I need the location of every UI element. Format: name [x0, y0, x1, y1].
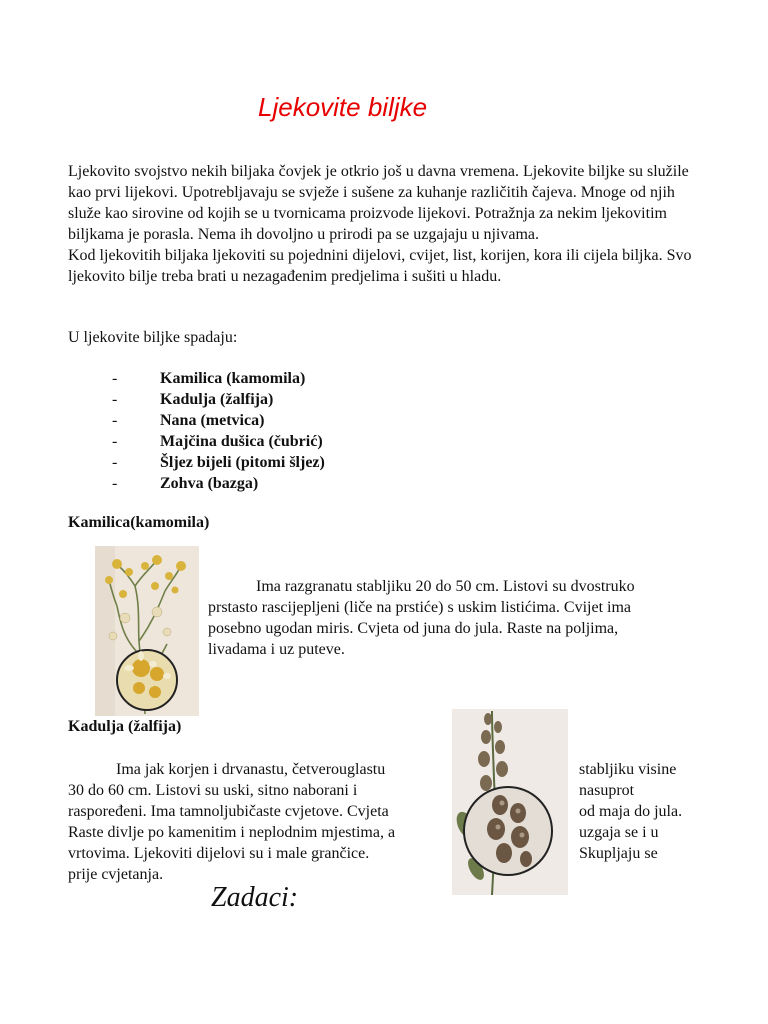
list-dash: -: [112, 433, 118, 450]
kadulja-heading: Kadulja (žalfija): [68, 718, 182, 735]
intro-paragraph-2: Kod ljekovitih biljaka ljekoviti su pojednini dijelovi, cvijet, list, korijen, kora ili cijela biljka. Svo ljekovito bilje treba brati u nezagađenim predjelima i sušiti u hladu.: [68, 247, 692, 285]
list-dash: -: [112, 475, 118, 492]
kamilica-heading: Kamilica(kamomila): [68, 514, 210, 531]
list-dash: -: [112, 454, 118, 471]
page-title: Ljekovite biljke: [258, 92, 428, 122]
list-item: - Nana (metvica): [68, 410, 325, 431]
list-item: - Majčina dušica (čubrić): [68, 431, 325, 452]
chamomile-image: [95, 546, 199, 716]
list-dash: -: [112, 391, 118, 408]
plant-list: [68, 368, 325, 494]
intro-text: [68, 161, 708, 287]
list-dash: -: [112, 370, 118, 387]
list-item: - Zohva (bazga): [68, 473, 325, 494]
list-item: - Kamilica (kamomila): [68, 368, 325, 389]
kadulja-description-right: stabljiku visine nasuprot od maja do jula. uzgaja se i u Skupljaju se: [579, 761, 683, 862]
kadulja-description-left: Ima jak korjen i drvanastu, četverouglastu 30 do 60 cm. Listovi su uski, sitno naborani i raspoređeni. Ima tamnoljubičaste cvjetove. Cvjeta Raste divlje po kamenitim i neplodnim mjestima, a vrtovima. Ljekoviti dijelovi su i male grančice. prije cvjetanja.: [68, 761, 396, 883]
sage-image: [452, 709, 568, 895]
kamilica-description: Ima razgranatu stabljiku 20 do 50 cm. Listovi su dvostruko prstasto rascijepljeni (liče na prstiće) s uskim listićima. Cvijet ima posebno ugodan miris. Cvjeta od juna do jula. Raste na poljima, livadama i uz puteve.: [208, 578, 635, 658]
tasks-heading: Zadaci:: [211, 882, 299, 913]
list-item: - Kadulja (žalfija): [68, 389, 325, 410]
intro-paragraph-1: Ljekovito svojstvo nekih biljaka čovjek je otkrio još u davna vremena. Ljekovite biljke su služile kao prvi lijekovi. Upotrebljavaju se svježe i sušene za kuhanje različitih čajeva. Mnoge od njih služe kao sirovine od kojih se u tvornicama proizvode lijekovi. Potražnja za nekim ljekovitim biljkama je porasla. Nema ih dovoljno u prirodi pa se uzgajaju u njivama.: [68, 163, 689, 243]
list-item: - Šljez bijeli (pitomi šljez): [68, 452, 325, 473]
plant-list-heading: U ljekovite biljke spadaju:: [68, 329, 238, 346]
list-dash: -: [112, 412, 118, 429]
